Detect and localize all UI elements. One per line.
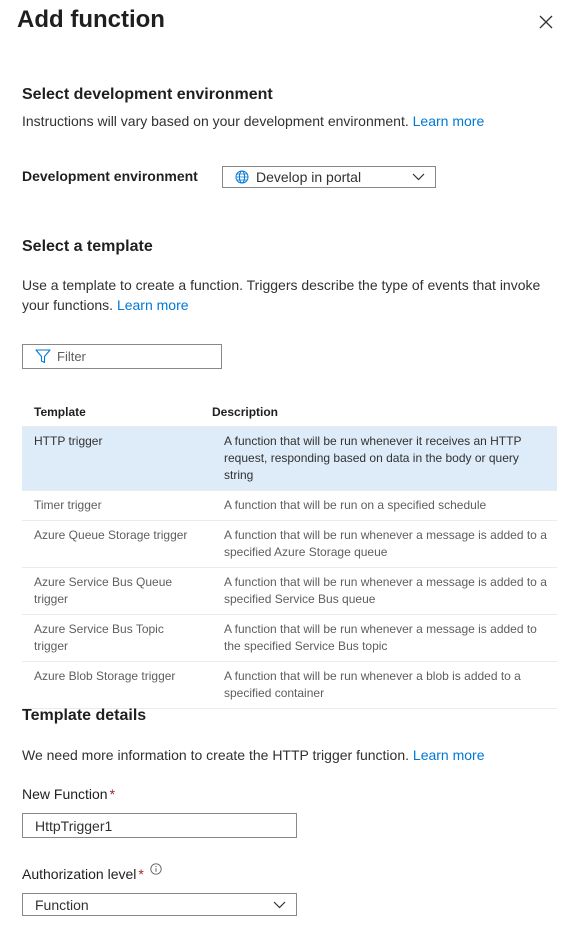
dev-section-title: Select development environment [22, 86, 273, 103]
column-header-template[interactable]: Template [34, 404, 86, 419]
row-template-name: HTTP trigger [34, 434, 103, 448]
dev-env-label: Development environment [22, 168, 198, 184]
new-function-input[interactable] [22, 813, 297, 838]
chevron-down-icon [273, 901, 286, 909]
row-template-name: Azure Blob Storage trigger [34, 669, 176, 683]
new-function-label-text: New Function [22, 786, 108, 802]
auth-level-dropdown[interactable] [22, 893, 297, 916]
dev-section-description [22, 111, 484, 131]
grid-header [22, 397, 557, 427]
row-template-name: Timer trigger [34, 498, 102, 512]
row-description: A function that will be run whenever a message is added to a specified Service Bus queue [224, 575, 547, 606]
row-description: A function that will be run on a specified schedule [224, 498, 487, 512]
grid-body[interactable] [22, 427, 557, 700]
auth-level-value: Function [35, 896, 89, 913]
row-description: A function that will be run whenever a message is added to a specified Azure Storage queue [224, 528, 547, 559]
template-section-description [22, 275, 552, 315]
details-section-description [22, 745, 485, 765]
required-marker: * [109, 786, 116, 802]
details-description-text: We need more information to create the HTTP trigger function. [22, 747, 410, 763]
row-template-name: Azure Service Bus Topic trigger [34, 622, 164, 653]
required-marker: * [138, 866, 144, 882]
chevron-down-icon [412, 173, 425, 181]
close-button[interactable] [536, 12, 556, 32]
column-header-description[interactable]: Description [212, 404, 279, 419]
template-grid [22, 397, 557, 700]
row-description: A function that will be run whenever a blob is added to a specified container [224, 669, 521, 700]
row-template-name: Azure Queue Storage trigger [34, 528, 188, 542]
filter-box[interactable] [22, 344, 222, 369]
table-row[interactable] [22, 568, 557, 615]
dev-env-value: Develop in portal [256, 169, 362, 185]
filter-input[interactable] [57, 349, 207, 364]
auth-level-label [22, 866, 162, 882]
table-row[interactable] [22, 662, 557, 709]
dev-env-dropdown[interactable] [222, 166, 436, 188]
table-row[interactable] [22, 427, 557, 491]
row-template-name: Azure Service Bus Queue trigger [34, 575, 173, 606]
template-learn-more-link[interactable]: Learn more [116, 297, 189, 313]
dev-learn-more-link[interactable]: Learn more [412, 113, 485, 129]
row-description: A function that will be run whenever a message is added to the specified Service Bus topic [224, 622, 537, 653]
template-section-title: Select a template [22, 238, 153, 255]
details-learn-more-link[interactable]: Learn more [412, 747, 485, 763]
row-description: A function that will be run whenever it receives an HTTP request, responding based on data in the body or query string [224, 434, 522, 482]
filter-icon [35, 349, 51, 364]
table-row[interactable] [22, 521, 557, 568]
template-description-text: Use a template to create a function. Triggers describe the type of events that invoke your functions. [22, 277, 541, 313]
info-icon[interactable] [150, 863, 162, 875]
table-row[interactable] [22, 615, 557, 662]
close-icon [539, 15, 553, 29]
auth-level-label-text: Authorization level [22, 866, 137, 882]
globe-icon [235, 170, 249, 184]
details-section-title: Template details [22, 707, 147, 724]
new-function-label [22, 786, 115, 802]
panel-title: Add function [17, 6, 165, 33]
dev-description-text: Instructions will vary based on your development environment. [22, 113, 409, 129]
table-row[interactable] [22, 491, 557, 521]
